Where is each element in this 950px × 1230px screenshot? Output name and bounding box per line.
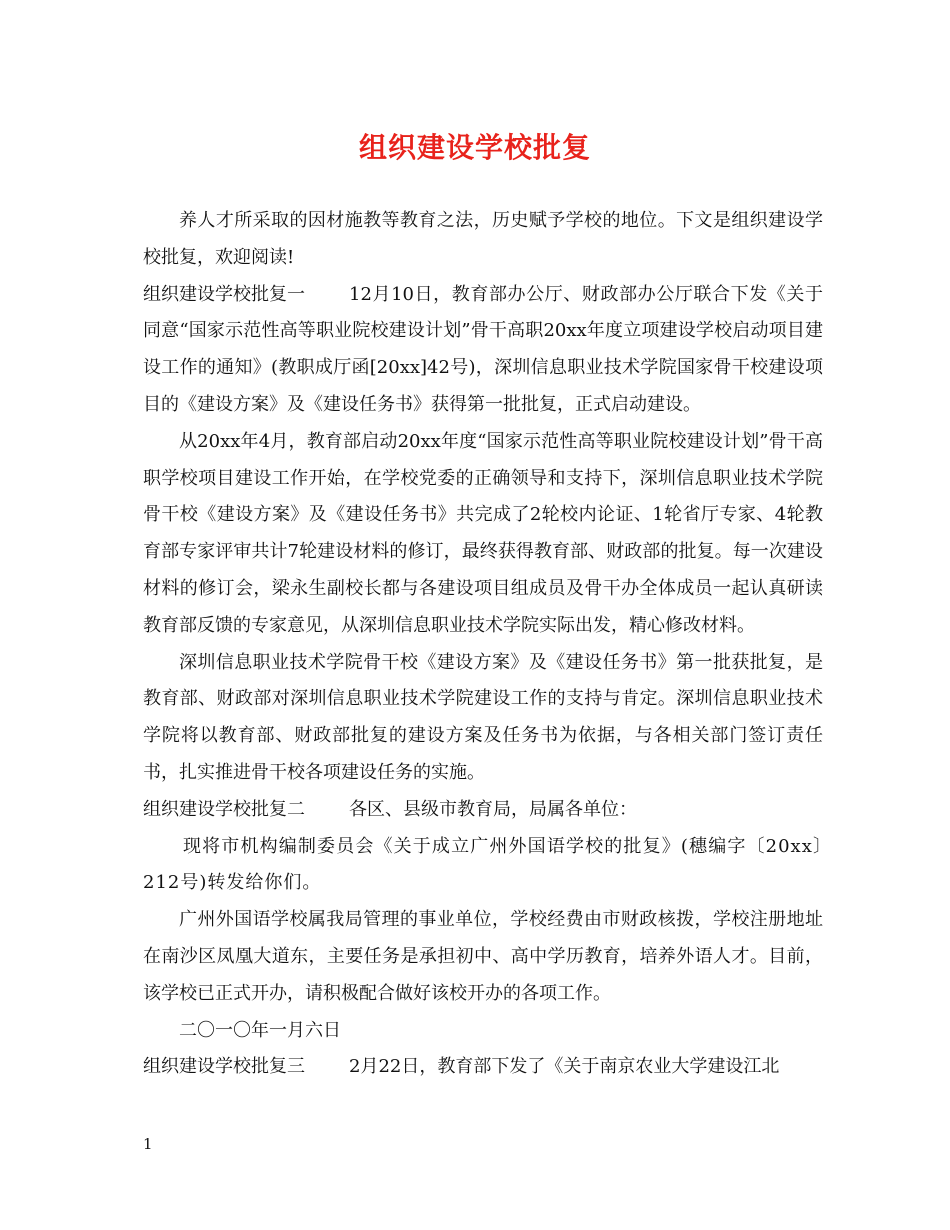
section-one-heading: 组织建设学校批复一: [143, 283, 305, 305]
date-line: 二〇一〇年一月六日: [179, 1019, 341, 1041]
section-two-text: 各区、县级市教育局，局属各单位：: [349, 798, 637, 820]
section-one-text: 12月10日，教育部办公厅、财政部办公厅联合下发《关于同意“国家示范性高等职业院校建设计划”骨干高职20xx年度立项建设学校启动项目建设工作的通知》(教职成厅函[20xx]42号)，深圳信息职业技术学院国家骨干校建设项目的《建设方案》及《建设任务书》获得第一批批复，正式启动建设。: [143, 283, 823, 415]
timeline-paragraph: 从20xx年4月，教育部启动20xx年度“国家示范性高等职业院校建设计划”骨干高职学校项目建设工作开始，在学校党委的正确领导和支持下，深圳信息职业技术学院骨干校《建设方案》及《建设任务书》共完成了2轮校内论证、1轮省厅专家、4轮教育部专家评审共计7轮建设材料的修订，最终获得教育部、财政部的批复。每一次建设材料的修订会，梁永生副校长都与各建设项目组成员及骨干办全体成员一起认真研读教育部反馈的专家意见，从深圳信息职业技术学院实际出发，精心修改材料。: [143, 430, 823, 636]
section-one-paragraph: [143, 277, 823, 424]
approval-significance-paragraph: 深圳信息职业技术学院骨干校《建设方案》及《建设任务书》第一批获批复，是教育部、财政部对深圳信息职业技术学院建设工作的支持与肯定。深圳信息职业技术学院将以教育部、财政部批复的建设方案及任务书为依据，与各相关部门签订责任书，扎实推进骨干校各项建设任务的实施。: [143, 651, 823, 783]
page-number: 1: [143, 1135, 153, 1153]
intro-paragraph: 养人才所采取的因材施教等教育之法，历史赋予学校的地位。下文是组织建设学校批复，欢迎阅读!: [143, 210, 823, 268]
section-three-text: 2月22日，教育部下发了《关于南京农业大学建设江北: [349, 1056, 780, 1078]
section-two-heading: 组织建设学校批复二: [143, 798, 305, 820]
document-title: 组织建设学校批复: [358, 131, 591, 164]
section-two-paragraph: [143, 792, 823, 829]
document-body: [143, 203, 823, 1086]
forwarding-paragraph: 现将市机构编制委员会《关于成立广州外国语学校的批复》(穗编字〔20xx〕212号)转发给你们。: [143, 835, 823, 894]
section-three-heading: 组织建设学校批复三: [143, 1056, 305, 1078]
school-info-paragraph: 广州外国语学校属我局管理的事业单位，学校经费由市财政核拨，学校注册地址在南沙区凤凰大道东，主要任务是承担初中、高中学历教育，培养外语人才。目前，该学校已正式开办，请积极配合做好该校开办的各项工作。: [143, 909, 823, 1004]
section-three-paragraph: [143, 1049, 823, 1086]
